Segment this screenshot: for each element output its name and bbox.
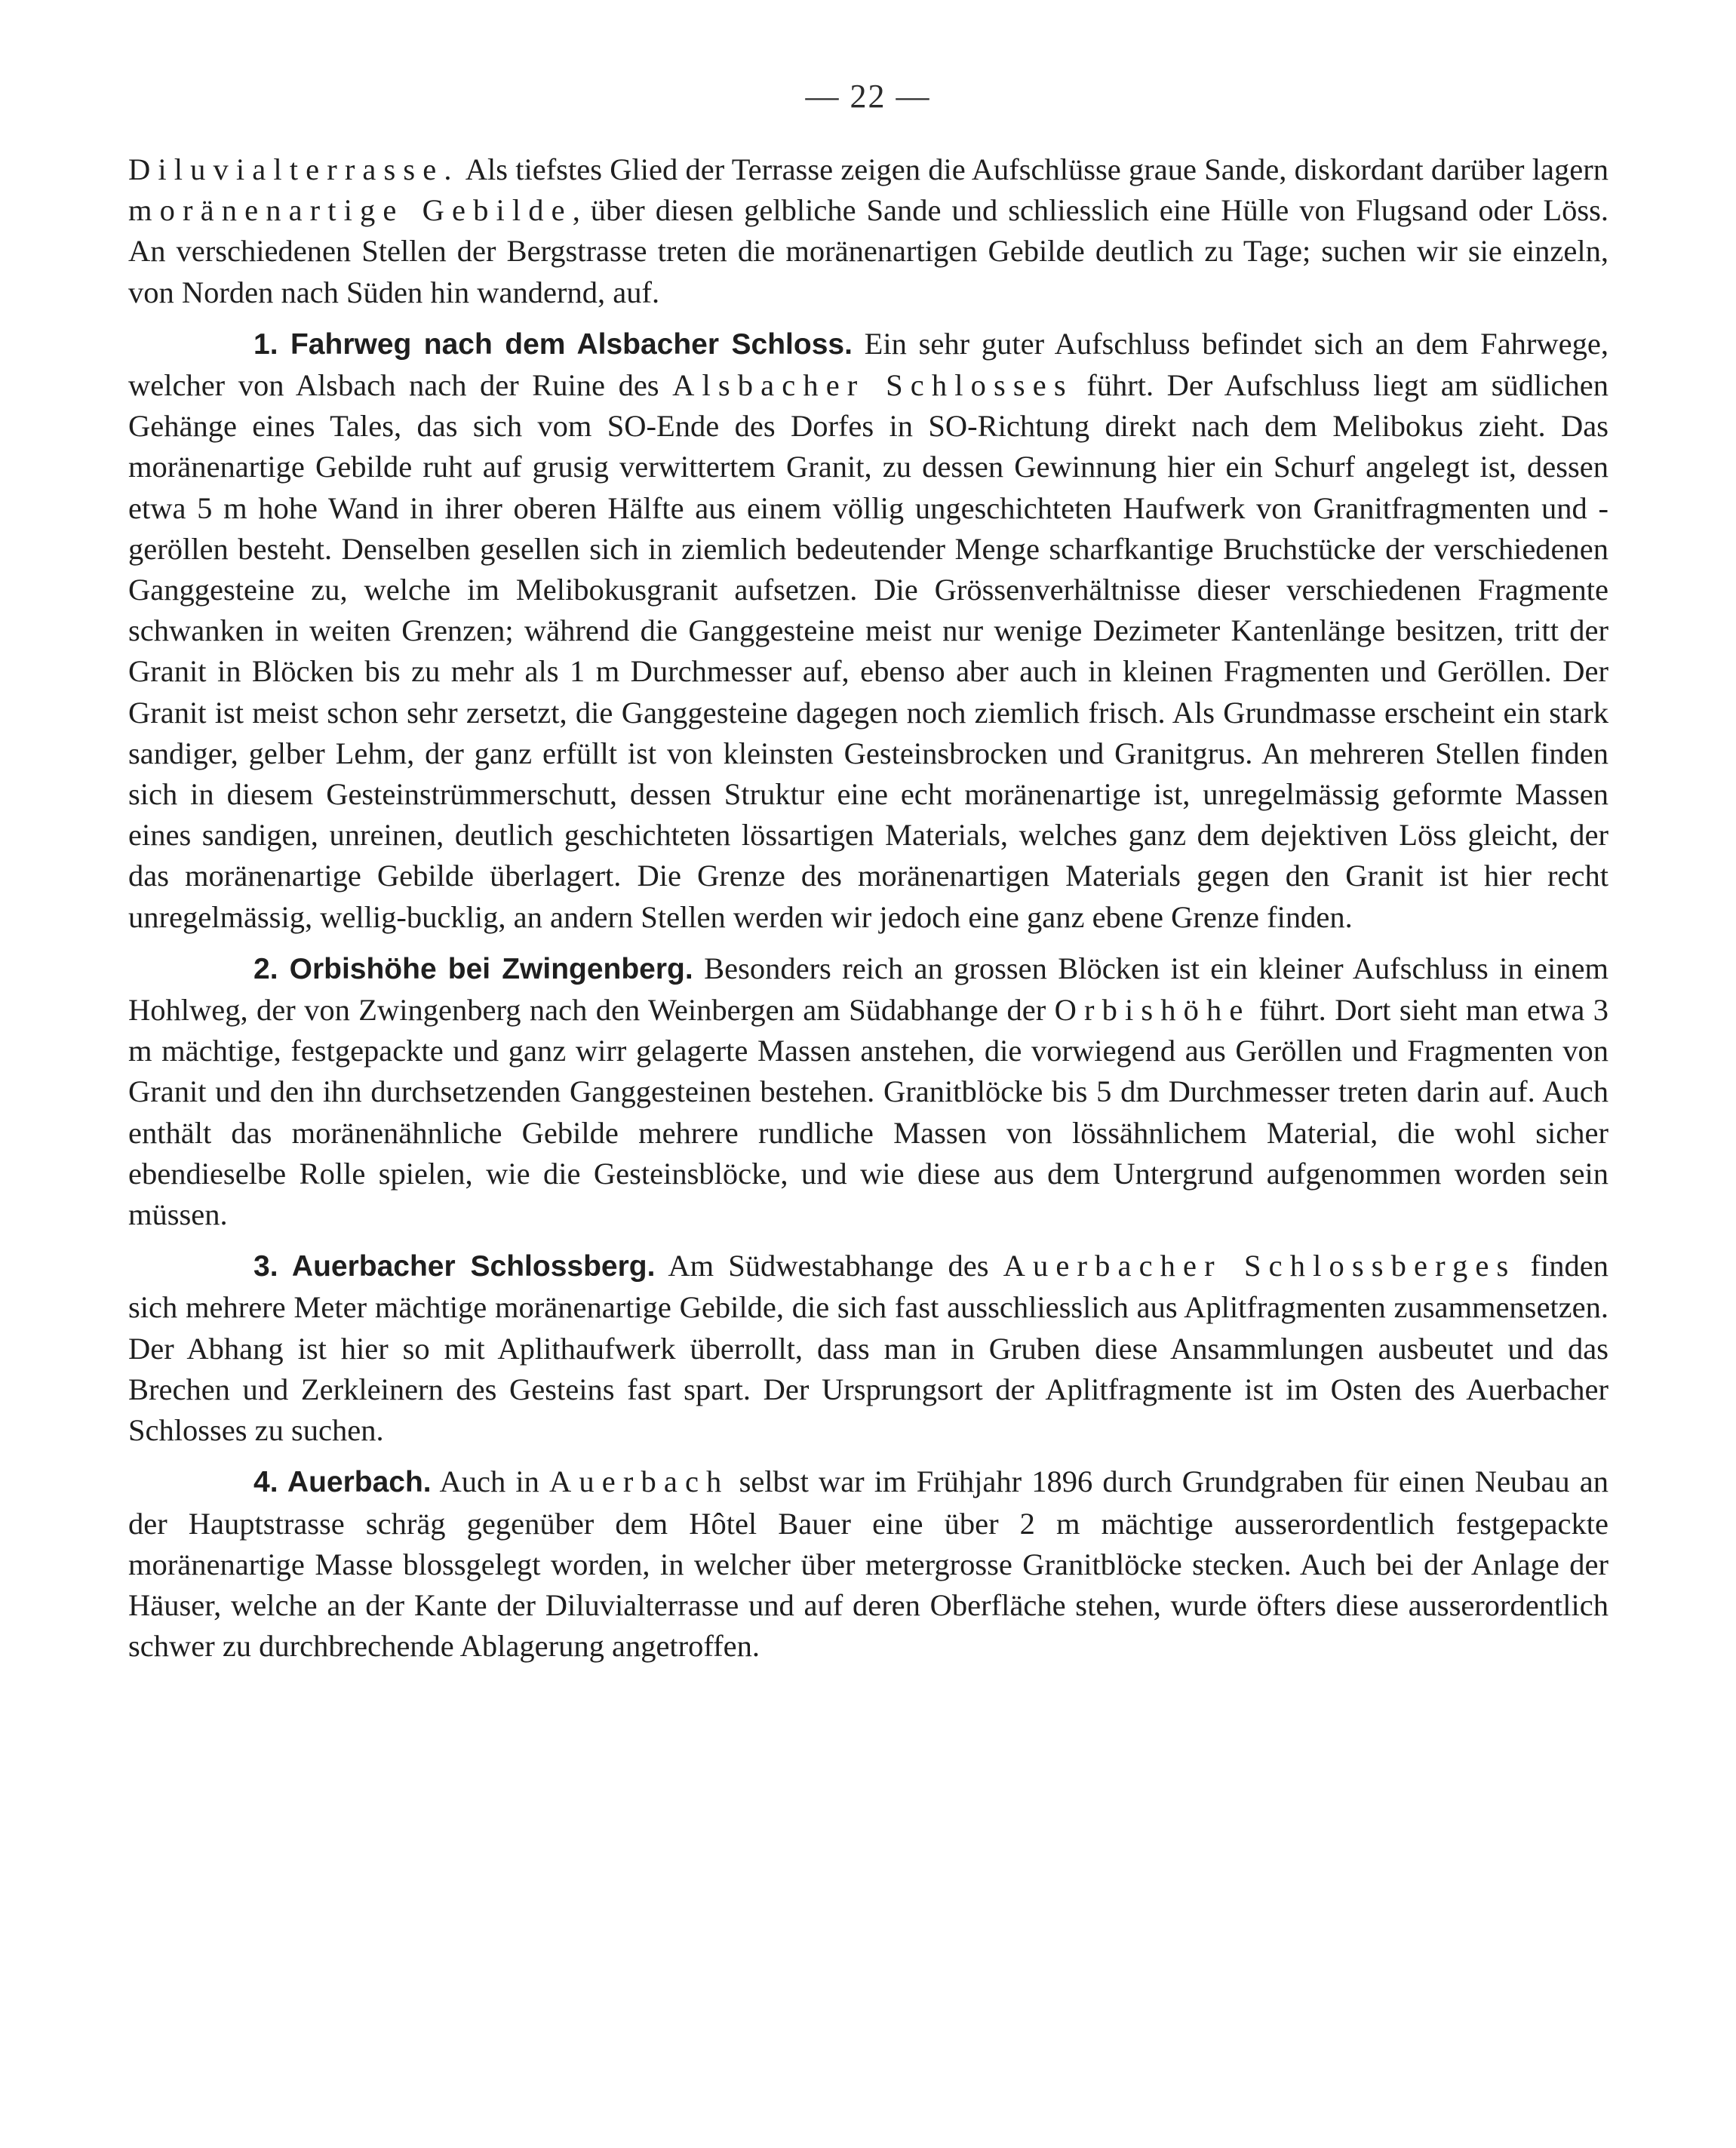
spaced-term: Auerbach xyxy=(549,1464,730,1499)
section-heading: 2. Orbishöhe bei Zwingenberg. xyxy=(253,952,693,985)
section-heading: 1. Fahrweg nach dem Alsbacher Schloss. xyxy=(253,327,853,361)
section-heading: 3. Auerbacher Schlossberg. xyxy=(253,1250,656,1283)
spaced-term: Auerbacher Schlossberges xyxy=(1003,1249,1516,1283)
body-text xyxy=(128,149,1608,1667)
paragraph-text: führt. Dort sieht man etwa 3 m mächtige, festgepackte und ganz wirr gelagerte Massen anstehen, die vorwiegend aus Geröllen und Fragmenten von Granit und den ihn durchsetzenden Ganggesteinen bestehen. Granitblöcke bis 5 dm Durchmesser treten darin auf. Auch enthält das moränenähnliche Gebilde mehrere rundliche Massen von lössähnlichem Material, die wohl sicher ebendieselbe Rolle spielen, wie die Gesteinsblöcke, und wie diese aus dem Untergrund aufgenommen worden sein müssen. xyxy=(128,993,1609,1232)
section-heading: 4. Auerbach. xyxy=(253,1466,432,1499)
paragraph-text: Am Südwestabhange des xyxy=(655,1249,1003,1283)
paragraph-text: Als tiefstes Glied der Terrasse zeigen die Aufschlüsse graue Sande, diskordant darüber lagern xyxy=(459,152,1608,186)
paragraph-text: , über diesen gelbliche Sande und schliesslich eine Hülle von Flugsand oder Löss. An verschiedenen Stellen der Bergstrasse treten die moränenartigen Gebilde deutlich zu Tage; suchen wir sie einzeln, von Norden nach Süden hin wandernd, auf. xyxy=(128,193,1608,309)
spaced-term: Diluvialterrasse. xyxy=(128,152,459,186)
paragraph-text: führt. Der Aufschluss liegt am südlichen Gehänge eines Tales, das sich vom SO-Ende des Dorfes in SO-Richtung direkt nach dem Melibokus zieht. Das moränenartige Gebilde ruht auf grusig verwittertem Granit, zu dessen Gewinnung hier ein Schurf angelegt ist, dessen etwa 5 m hohe Wand in ihrer oberen Hälfte aus einem völlig ungeschichteten Haufwerk von Granitfragmenten und -geröllen besteht. Denselben gesellen sich in ziemlich bedeutender Menge scharfkantige Bruchstücke der verschiedenen Ganggesteine zu, welche im Melibokusgranit aufsetzen. Die Grössenverhältnisse dieser verschiedenen Fragmente schwanken in weiten Grenzen; während die Ganggesteine meist nur wenige Dezimeter Kantenlänge besitzen, tritt der Granit in Blöcken bis zu mehr als 1 m Durchmesser auf, ebenso aber auch in kleinen Fragmenten und Geröllen. Der Granit ist meist schon sehr zersetzt, die Ganggesteine dagegen noch ziemlich frisch. Als Grundmasse erscheint ein stark sandiger, gelber Lehm, der ganz erfüllt ist von kleinsten Gesteinsbrocken und Granitgrus. An mehreren Stellen finden sich in diesem Gesteinstrümmerschutt, dessen Struktur eine echt moränenartige ist, unregelmässig geformte Massen eines sandigen, unreinen, deutlich geschichteten lössartigen Materials, welches ganz dem dejektiven Löss gleicht, der das moränenartige Gebilde überlagert. Die Grenze des moränenartigen Materials gegen den Granit ist hier recht unregelmässig, wellig-bucklig, an andern Stellen werden wir jedoch eine ganz ebene Grenze finden. xyxy=(128,368,1608,934)
spaced-term: Orbishöhe xyxy=(1054,993,1251,1028)
paragraph-alsbacher-schloss xyxy=(128,324,1608,938)
paragraph-text: finden sich mehrere Meter mächtige moränenartige Gebilde, die sich fast ausschliesslich aus Aplitfragmenten zusammensetzen. Der Abhang ist hier so mit Aplithaufwerk überrollt, dass man in Gruben diese Ansammlungen ausbeutet und das Brechen und Zerkleinern des Gesteins fast spart. Der Ursprungsort der Aplitfragmente ist im Osten des Auerbacher Schlosses zu suchen. xyxy=(128,1249,1608,1448)
paragraph-text: selbst war im Frühjahr 1896 durch Grundgraben für einen Neubau an der Hauptstrasse schräg gegenüber dem Hôtel Bauer eine über 2 m mächtige ausserordentlich festgepackte moränenartige Masse blossgelegt worden, in welcher über metergrosse Granitblöcke stecken. Auch bei der Anlage der Häuser, welche an der Kante der Diluvialterrasse und auf deren Oberfläche stehen, wurde öfters diese ausserordentlich schwer zu durchbrechende Ablagerung angetroffen. xyxy=(128,1464,1608,1664)
spaced-term: Alsbacher Schlosses xyxy=(672,368,1074,403)
paragraph-text: Besonders reich an grossen Blöcken ist ein kleiner Aufschluss in einem Hohlweg, der von Zwingenberg nach den Weinbergen am Südabhange der xyxy=(128,951,1608,1028)
spaced-term: moränenartige Gebilde xyxy=(128,193,573,228)
paragraph-text: Ein sehr guter Aufschluss befindet sich an dem Fahrwege, welcher von Alsbach nach der Ruine des xyxy=(128,326,1608,403)
paragraph-auerbacher-schlossberg xyxy=(128,1246,1608,1451)
paragraph-diluvialterrasse xyxy=(128,149,1608,313)
paragraph-text: Auch in xyxy=(431,1464,550,1499)
page-number: — 22 — xyxy=(805,78,931,115)
paragraph-auerbach xyxy=(128,1461,1608,1667)
paragraph-orbishoehe xyxy=(128,948,1608,1235)
